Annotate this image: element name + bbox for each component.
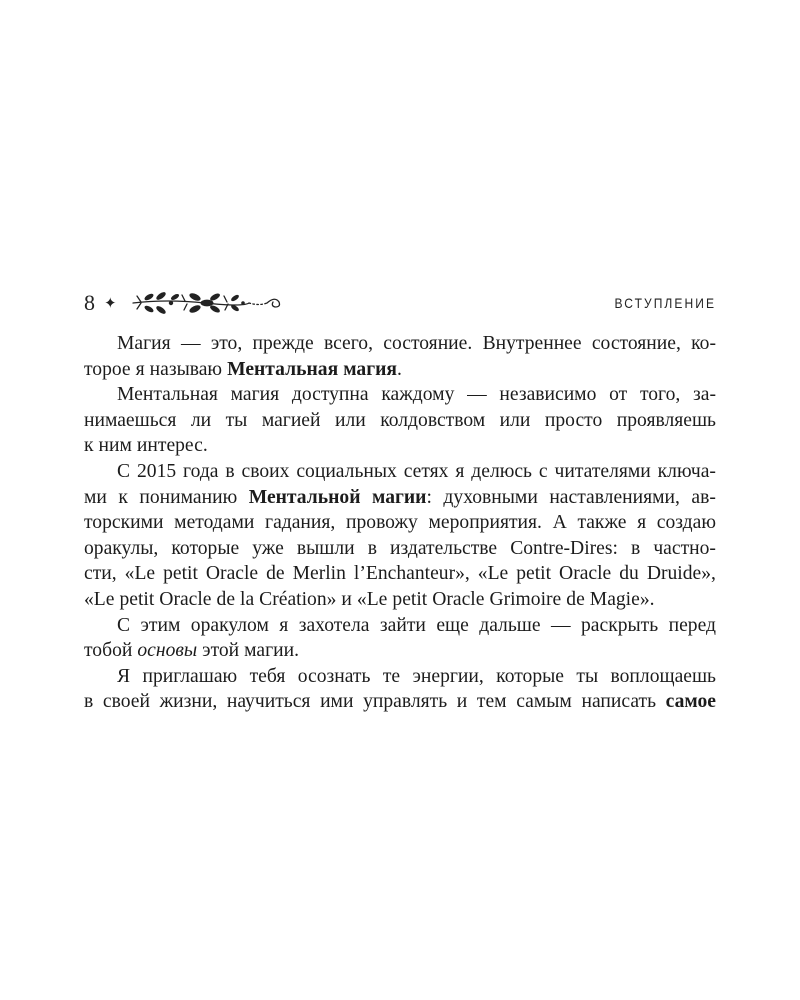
word: гадания, bbox=[265, 512, 336, 534]
word: магия bbox=[230, 384, 280, 406]
word: petit bbox=[392, 588, 428, 610]
word: Contre-Dires: bbox=[510, 537, 618, 559]
word: Druide», bbox=[646, 563, 716, 585]
word: те bbox=[382, 665, 401, 687]
text-line bbox=[84, 561, 716, 587]
word: с bbox=[538, 460, 548, 482]
word: торое bbox=[84, 358, 131, 380]
word: наставлениями, bbox=[549, 486, 680, 508]
word: ими bbox=[320, 691, 354, 713]
text-line bbox=[84, 613, 716, 639]
word: С bbox=[117, 614, 131, 636]
word: приглашаю bbox=[142, 665, 238, 687]
word: Merlin bbox=[292, 563, 346, 585]
word: этим bbox=[140, 614, 181, 636]
word: колдовством bbox=[380, 409, 486, 431]
word: и bbox=[341, 588, 352, 610]
word: от bbox=[609, 384, 628, 406]
word: управлять bbox=[363, 691, 448, 713]
word: сти, bbox=[84, 563, 117, 585]
text-line bbox=[84, 382, 716, 408]
word: магией bbox=[261, 409, 321, 431]
text-line bbox=[84, 459, 716, 485]
word: того, bbox=[639, 384, 681, 406]
word: : bbox=[426, 486, 432, 508]
word: самым bbox=[516, 691, 572, 713]
word: методами bbox=[174, 512, 255, 534]
word: ним bbox=[98, 435, 132, 457]
word: создаю bbox=[656, 512, 716, 534]
vine-ornament-icon bbox=[127, 288, 287, 318]
word: Magie». bbox=[589, 588, 655, 610]
word: «Le bbox=[84, 588, 115, 610]
word: я bbox=[637, 512, 647, 534]
word: la bbox=[240, 588, 255, 610]
word: «Le bbox=[124, 563, 156, 585]
word: которые bbox=[496, 665, 564, 687]
word: частно- bbox=[653, 537, 716, 559]
word: ав- bbox=[691, 486, 716, 508]
word: духовными bbox=[443, 486, 538, 508]
word: захотела bbox=[298, 614, 370, 636]
word: ты bbox=[225, 409, 248, 431]
word: своей bbox=[102, 691, 150, 713]
word: жизни, bbox=[159, 691, 218, 713]
header-left bbox=[84, 288, 287, 318]
word: Création» bbox=[259, 588, 337, 610]
word: de bbox=[216, 588, 236, 610]
word: к bbox=[84, 435, 94, 457]
word: состояние. bbox=[383, 333, 473, 354]
word: написать bbox=[581, 691, 657, 713]
word: в bbox=[225, 460, 235, 482]
word: petit bbox=[119, 588, 155, 610]
word: называю bbox=[149, 358, 223, 380]
text-line bbox=[84, 331, 716, 357]
word: оракулом bbox=[190, 614, 269, 636]
word: Grimoire bbox=[489, 588, 562, 610]
word: и bbox=[456, 691, 468, 713]
section-title: ВСТУПЛЕНИЕ bbox=[614, 295, 716, 311]
word: тем bbox=[476, 691, 507, 713]
word: или bbox=[499, 409, 531, 431]
text-line bbox=[84, 510, 716, 536]
word: провожу bbox=[345, 512, 418, 534]
word: этой bbox=[202, 640, 240, 662]
word: de bbox=[566, 588, 585, 610]
word: за- bbox=[693, 384, 716, 406]
word: уже bbox=[252, 537, 284, 559]
word: du bbox=[619, 563, 639, 585]
word: тобой bbox=[84, 640, 133, 662]
word: научиться bbox=[226, 691, 311, 713]
word: доступна bbox=[291, 384, 369, 406]
word: ты bbox=[576, 665, 599, 687]
word: самое bbox=[665, 691, 716, 713]
text-line bbox=[84, 638, 716, 664]
word: которые bbox=[171, 537, 240, 559]
word: прежде bbox=[252, 333, 314, 354]
word: осознать bbox=[297, 665, 371, 687]
word: каждому bbox=[381, 384, 455, 406]
running-header bbox=[84, 283, 716, 323]
word: читателями bbox=[554, 460, 651, 482]
word: Внутреннее bbox=[482, 333, 582, 354]
text-line bbox=[84, 536, 716, 562]
word: тебя bbox=[249, 665, 286, 687]
body-text bbox=[84, 331, 716, 715]
text-line bbox=[84, 433, 716, 459]
word: А bbox=[552, 512, 567, 534]
word: магии bbox=[371, 486, 427, 508]
word: энергии, bbox=[412, 665, 484, 687]
word: независимо bbox=[499, 384, 597, 406]
word: своих bbox=[241, 460, 290, 482]
word: года bbox=[183, 460, 219, 482]
word: зайти bbox=[379, 614, 426, 636]
word: — bbox=[467, 384, 487, 406]
word: интерес. bbox=[136, 435, 208, 457]
word: я bbox=[455, 460, 465, 482]
word: «Le bbox=[477, 563, 509, 585]
word: торскими bbox=[84, 512, 164, 534]
word: еще bbox=[436, 614, 469, 636]
word: магии. bbox=[244, 640, 300, 662]
word: ко- bbox=[691, 333, 716, 354]
word: l’Enchanteur», bbox=[353, 563, 470, 585]
sparkle-icon: ✦ bbox=[104, 295, 117, 312]
word: нимаешься bbox=[84, 409, 177, 431]
text-line bbox=[84, 485, 716, 511]
word: просто bbox=[544, 409, 603, 431]
word: воплощаешь bbox=[610, 665, 716, 687]
word: вышли bbox=[296, 537, 355, 559]
word: ми bbox=[84, 486, 107, 508]
word-group bbox=[372, 485, 432, 511]
text-line bbox=[84, 664, 716, 690]
word: перед bbox=[668, 614, 716, 636]
word: Ментальной bbox=[248, 486, 361, 508]
word: petit bbox=[163, 563, 198, 585]
word: социальных bbox=[296, 460, 397, 482]
word: также bbox=[577, 512, 627, 534]
word: Магия bbox=[117, 333, 171, 354]
page-number: 8 bbox=[84, 290, 95, 315]
text-line bbox=[84, 587, 716, 613]
word: в bbox=[84, 691, 94, 713]
word: магия bbox=[343, 358, 397, 380]
word: Oracle bbox=[159, 588, 212, 610]
word: — bbox=[550, 614, 571, 636]
word: раскрыть bbox=[581, 614, 659, 636]
word: 2015 bbox=[136, 460, 177, 482]
text-line bbox=[84, 408, 716, 434]
word: оракулы, bbox=[84, 537, 159, 559]
word: в bbox=[367, 537, 377, 559]
word: de bbox=[266, 563, 285, 585]
word: к bbox=[118, 486, 128, 508]
word: состояние, bbox=[591, 333, 681, 354]
text-line bbox=[84, 357, 716, 383]
word: Ментальная bbox=[117, 384, 218, 406]
word: проявляешь bbox=[616, 409, 716, 431]
word: сетях bbox=[403, 460, 449, 482]
word: я bbox=[279, 614, 289, 636]
word: Oracle bbox=[205, 563, 259, 585]
word: ли bbox=[190, 409, 212, 431]
word: мероприятия. bbox=[428, 512, 542, 534]
word: я bbox=[135, 358, 145, 380]
word: пониманию bbox=[139, 486, 238, 508]
word: всего, bbox=[323, 333, 373, 354]
word: petit bbox=[516, 563, 552, 585]
word: дальше bbox=[479, 614, 541, 636]
word: С bbox=[117, 460, 131, 482]
word: Oracle bbox=[432, 588, 485, 610]
word-group bbox=[343, 357, 407, 383]
word: делюсь bbox=[471, 460, 532, 482]
word: Ментальная bbox=[227, 358, 339, 380]
word: основы bbox=[137, 640, 198, 662]
word: «Le bbox=[356, 588, 388, 610]
word: это, bbox=[210, 333, 243, 354]
word: или bbox=[334, 409, 366, 431]
text-line bbox=[84, 689, 716, 715]
word: . bbox=[396, 358, 402, 380]
word: Oracle bbox=[559, 563, 612, 585]
word: — bbox=[180, 333, 201, 354]
word: издательстве bbox=[390, 537, 498, 559]
word: Я bbox=[117, 665, 131, 687]
word: в bbox=[631, 537, 641, 559]
word: ключа- bbox=[657, 460, 716, 482]
